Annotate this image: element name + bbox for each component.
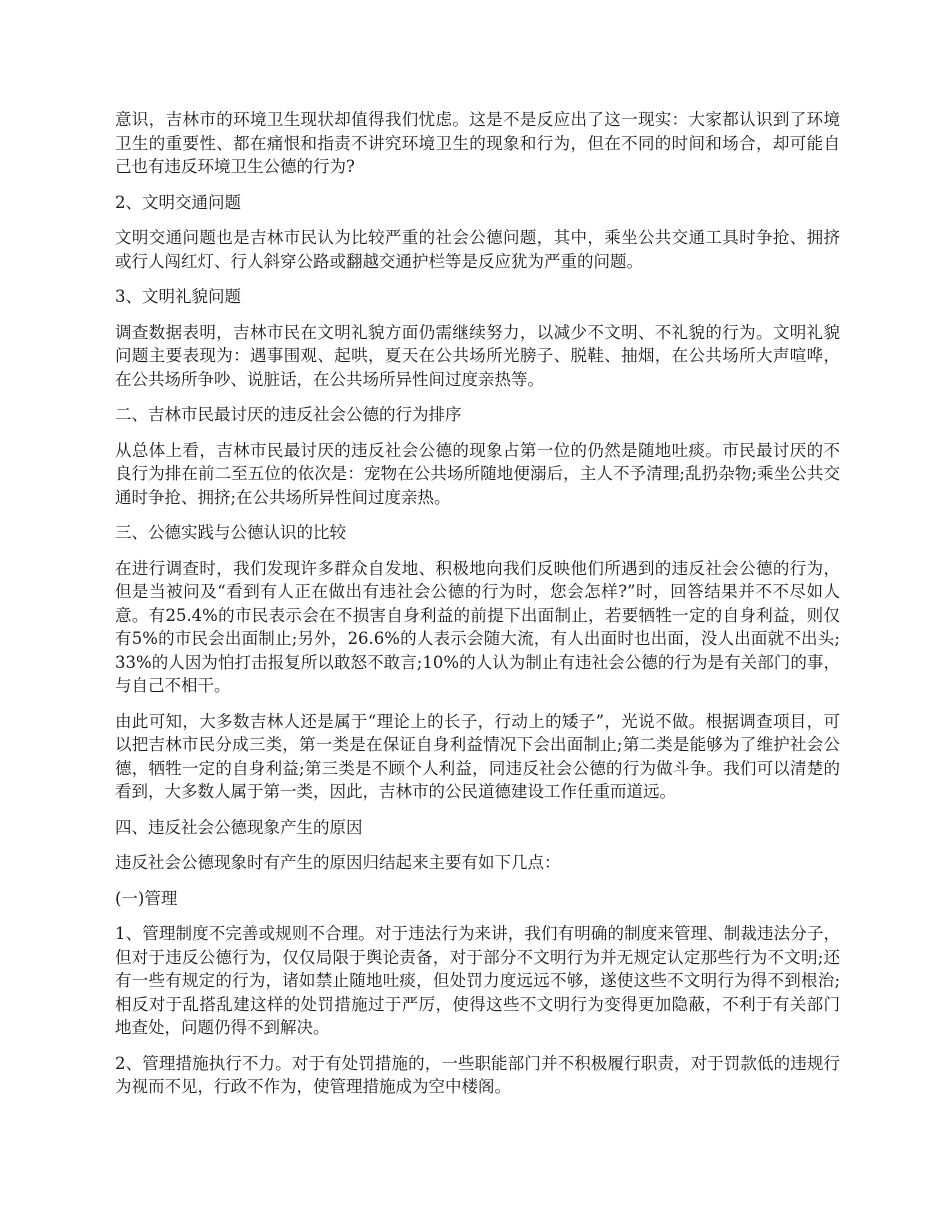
- heading-management: (一)管理: [115, 888, 178, 908]
- paragraph-environment-intro: 意识，吉林市的环境卫生现状却值得我们忧虑。这是不是反应出了这一现实：大家都认识到了环境卫生的重要性、都在痛恨和指责不讲究环境卫生的现象和行为，但在不同的时间和场合，却可能自己也有违反环境卫生公德的行为?: [115, 110, 840, 176]
- heading-traffic: 2、文明交通问题: [115, 192, 241, 212]
- heading-comparison: 三、公德实践与公德认识的比较: [115, 523, 346, 542]
- paragraph-management-2: 2、管理措施执行不力。对于有处罚措施的，一些职能部门并不积极履行职责，对于罚款低的违规行为视而不见，行政不作为，使管理措施成为空中楼阁。: [115, 1053, 840, 1096]
- paragraph-management-1: 1、管理制度不完善或规则不合理。对于违法行为来讲，我们有明确的制度来管理、制裁违法分子，但对于违反公德行为，仅仅局限于舆论责备，对于部分不文明行为并无规定认定那些行为不文明;还有一些有规定的行为，诸如禁止随地吐痰，但处罚力度远远不够，遂使这些不文明行为得不到根治;相反对于乱搭乱建这样的处罚措施过于严厉，使得这些不文明行为变得更加隐蔽，不利于有关部门地查处，问题仍得不到解决。: [115, 924, 840, 1037]
- paragraph-traffic: 文明交通问题也是吉林市民认为比较严重的社会公德问题，其中，乘坐公共交通工具时争抢、拥挤或行人闯红灯、行人斜穿公路或翻越交通护栏等是反应犹为严重的问题。: [115, 228, 840, 271]
- heading-causes: 四、违反社会公德现象产生的原因: [115, 817, 363, 837]
- paragraph-ranking: 从总体上看，吉林市民最讨厌的违反社会公德的现象占第一位的仍然是随地吐痰。市民最讨厌的不良行为排在前二至五位的依次是：宠物在公共场所随地便溺后，主人不予清理;乱扔杂物;乘坐公共交通时争抢、拥挤;在公共场所异性间过度亲热。: [115, 440, 840, 507]
- paragraph-conclusion: 由此可知，大多数吉林人还是属于“理论上的长子，行动上的矮子”，光说不做。根据调查项目，可以把吉林市民分成三类，第一类是在保证自身利益情况下会出面制止;第二类是能够为了维护社会公德，牺牲一定的自身利益;第三类是不顾个人利益，同违反社会公德的行为做斗争。我们可以清楚的看到，大多数人属于第一类，因此，吉林市的公民道德建设工作任重而道远。: [115, 711, 840, 801]
- paragraph-survey-results: 在进行调查时，我们发现许多群众自发地、积极地向我们反映他们所遇到的违反社会公德的行为，但是当被问及“看到有人正在做出有违社会公德的行为时，您会怎样?”时，回答结果并不不尽如人意。有25.4%的市民表示会在不损害自身利益的前提下出面制止，若要牺牲一定的自身利益，则仅有5%的市民会出面制止;另外，26.6%的人表示会随大流，有人出面时也出面，没人出面就不出头;33%的人因为怕打击报复所以敢怒不敢言;10%的人认为制止有违社会公德的行为是有关部门的事，与自己不相干。: [115, 558, 840, 695]
- heading-courtesy: 3、文明礼貌问题: [115, 287, 241, 306]
- paragraph-causes-intro: 违反社会公德现象时有产生的原因归结起来主要有如下几点：: [115, 853, 561, 872]
- heading-ranking: 二、吉林市民最讨厌的违反社会公德的行为排序: [115, 405, 462, 424]
- document-page: [115, 108, 840, 1111]
- paragraph-courtesy: 调查数据表明，吉林市民在文明礼貌方面仍需继续努力，以减少不文明、不礼貌的行为。文明礼貌问题主要表现为：遇事围观、起哄，夏天在公共场所光膀子、脱鞋、抽烟，在公共场所大声喧哗，在公共场所争吵、说脏话，在公共场所异性间过度亲热等。: [115, 322, 840, 389]
